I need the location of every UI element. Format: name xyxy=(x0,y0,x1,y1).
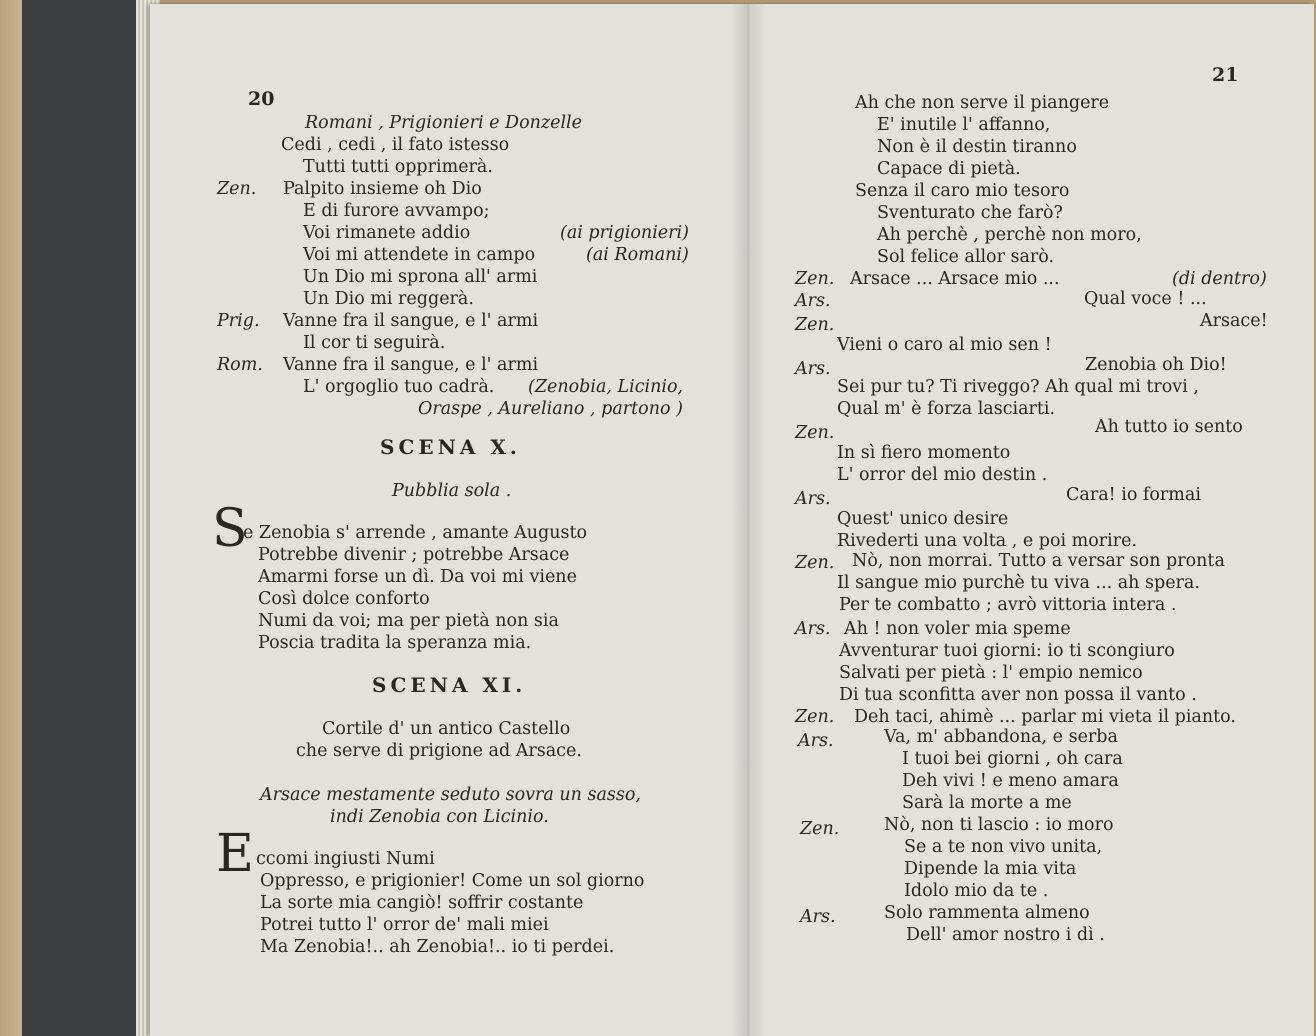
speaker-label: Ars. xyxy=(795,619,831,639)
stage-direction: (ai prigionieri) xyxy=(560,223,689,243)
speaker-label: Zen. xyxy=(800,819,840,839)
verse-line: Il sangue mio purchè tu viva ... ah spera. xyxy=(837,573,1200,593)
verse-line: E' inutile l' affanno, xyxy=(877,115,1051,135)
verse-line: Romani , Prigionieri e Donzelle xyxy=(305,113,583,133)
verse-line: Nò, non morrai. Tutto a versar son pronta xyxy=(852,551,1225,571)
speaker-label: Zen. xyxy=(795,269,835,289)
verse-line: Palpito insieme oh Dio xyxy=(283,179,482,199)
verse-line: Vieni o caro al mio sen ! xyxy=(837,335,1052,355)
verse-line: Sei pur tu? Ti riveggo? Ah qual mi trovi , xyxy=(837,377,1199,397)
verse-line: Se a te non vivo unita, xyxy=(904,837,1103,857)
verse-line: I tuoi bei giorni , oh cara xyxy=(902,749,1123,769)
verse-line: Sarà la morte a me xyxy=(902,793,1072,813)
verse-line: Dipende la mia vita xyxy=(904,859,1077,879)
verse-line: Ah che non serve il piangere xyxy=(855,93,1110,113)
speaker-label: Ars. xyxy=(800,907,836,927)
verse-line: Vanne fra il sangue, e l' armi xyxy=(283,311,539,331)
verse-line: Salvati per pietà : l' empio nemico xyxy=(839,663,1143,683)
verse-line: Voi rimanete addio xyxy=(303,223,471,243)
verse-line: Idolo mio da te . xyxy=(904,881,1049,901)
verse-line: Zenobia oh Dio! xyxy=(1085,355,1227,375)
speaker-label: Ars. xyxy=(795,359,831,379)
speaker-label: Zen. xyxy=(795,707,835,727)
verse-line: Qual m' è forza lasciarti. xyxy=(837,399,1056,419)
drop-cap: S xyxy=(212,499,248,559)
verse-line: Avventurar tuoi giorni: io ti scongiuro xyxy=(839,641,1175,661)
verse-line: e Zenobia s' arrende , amante Augusto xyxy=(243,523,588,543)
verse-line: Il cor ti seguirà. xyxy=(303,333,446,353)
page-number-left: 20 xyxy=(248,88,275,110)
verse-line: Solo rammenta almeno xyxy=(884,903,1090,923)
verse-line: Voi mi attendete in campo xyxy=(303,245,536,265)
speaker-label: Rom. xyxy=(217,355,263,375)
book-gutter xyxy=(730,4,766,1036)
verse-line: Un Dio mi sprona all' armi xyxy=(303,267,538,287)
scene-heading: SCENA X. xyxy=(380,435,521,459)
verse-line: Di tua sconfitta aver non possa il vanto . xyxy=(839,685,1197,705)
speaker-label: Ars. xyxy=(798,731,834,751)
verse-line: Ah tutto io sento xyxy=(1095,417,1243,437)
verse-line: Potrebbe divenir ; potrebbe Arsace xyxy=(258,545,570,565)
dark-backing-board xyxy=(22,0,140,1036)
verse-line: Ah ! non voler mia speme xyxy=(844,619,1071,639)
speaker-label: Ars. xyxy=(795,489,831,509)
verse-line: Cedi , cedi , il fato istesso xyxy=(281,135,510,155)
verse-line: In sì fiero momento xyxy=(837,443,1011,463)
verse-line: Rivederti una volta , e poi morire. xyxy=(837,531,1138,551)
drop-cap: E xyxy=(216,824,254,884)
stage-direction: (ai Romani) xyxy=(586,245,689,265)
verse-line: Capace di pietà. xyxy=(877,159,1021,179)
verse-line: Quest' unico desire xyxy=(837,509,1009,529)
verse-line: Sol felice allor sarò. xyxy=(877,247,1055,267)
scene-setting: che serve di prigione ad Arsace. xyxy=(296,741,582,761)
verse-line: Non è il destin tiranno xyxy=(877,137,1077,157)
verse-line: Tutti tutti opprimerà. xyxy=(303,157,493,177)
verse-line: Va, m' abbandona, e serba xyxy=(884,727,1118,747)
speaker-label: Prig. xyxy=(217,311,260,331)
verse-line: L' orgoglio tuo cadrà. xyxy=(303,377,495,397)
speaker-label: Zen. xyxy=(795,315,835,335)
verse-line: Qual voce ! ... xyxy=(1084,289,1207,309)
verse-line: Arsace ... Arsace mio ... xyxy=(850,269,1060,289)
verse-line: Nò, non ti lascio : io moro xyxy=(884,815,1114,835)
verse-line: Per te combatto ; avrò vittoria intera . xyxy=(839,595,1177,615)
verse-line: Dell' amor nostro i dì . xyxy=(906,925,1105,945)
verse-line: Poscia tradita la speranza mia. xyxy=(258,633,532,653)
verse-line: Deh vivi ! e meno amara xyxy=(902,771,1119,791)
verse-line: Oppresso, e prigionier! Come un sol giorno xyxy=(260,871,645,891)
speaker-label: Ars. xyxy=(795,291,831,311)
verse-line: Senza il caro mio tesoro xyxy=(855,181,1070,201)
book-spread xyxy=(150,4,1314,1036)
speaker-label: Zen. xyxy=(795,423,835,443)
verse-line: Deh taci, ahimè ... parlar mi vieta il pianto. xyxy=(854,707,1236,727)
verse-line: La sorte mia cangiò! soffrir costante xyxy=(260,893,584,913)
verse-line: L' orror del mio destin . xyxy=(837,465,1048,485)
verse-line: E di furore avvampo; xyxy=(303,201,490,221)
verse-line: Ma Zenobia!.. ah Zenobia!.. io ti perdei. xyxy=(260,937,615,957)
stage-direction: Oraspe , Aureliano , partono ) xyxy=(418,399,683,419)
stage-direction: indi Zenobia con Licinio. xyxy=(330,807,549,827)
verse-line: Cara! io formai xyxy=(1066,485,1201,505)
verse-line: Amarmi forse un dì. Da voi mi viene xyxy=(258,567,577,587)
stage-direction: Arsace mestamente seduto sovra un sasso, xyxy=(260,785,641,805)
speaker-label: Zen. xyxy=(217,179,257,199)
scene-subtitle: Pubblia sola . xyxy=(392,481,512,501)
speaker-label: Zen. xyxy=(795,553,835,573)
stage-direction: (di dentro) xyxy=(1172,269,1267,289)
verse-line: Così dolce conforto xyxy=(258,589,430,609)
scene-setting: Cortile d' un antico Castello xyxy=(322,719,571,739)
verse-line: Sventurato che farò? xyxy=(877,203,1063,223)
verse-line: Ah perchè , perchè non moro, xyxy=(877,225,1142,245)
scene-heading: SCENA XI. xyxy=(372,673,527,697)
verse-line: Potrei tutto l' orror de' mali miei xyxy=(260,915,549,935)
verse-line: Un Dio mi reggerà. xyxy=(303,289,474,309)
verse-line: ccomi ingiusti Numi xyxy=(256,849,435,869)
verse-line: Arsace! xyxy=(1200,311,1268,331)
page-number-right: 21 xyxy=(1212,64,1239,86)
stage-direction: (Zenobia, Licinio, xyxy=(528,377,684,397)
verse-line: Vanne fra il sangue, e l' armi xyxy=(283,355,539,375)
verse-line: Numi da voi; ma per pietà non sia xyxy=(258,611,559,631)
